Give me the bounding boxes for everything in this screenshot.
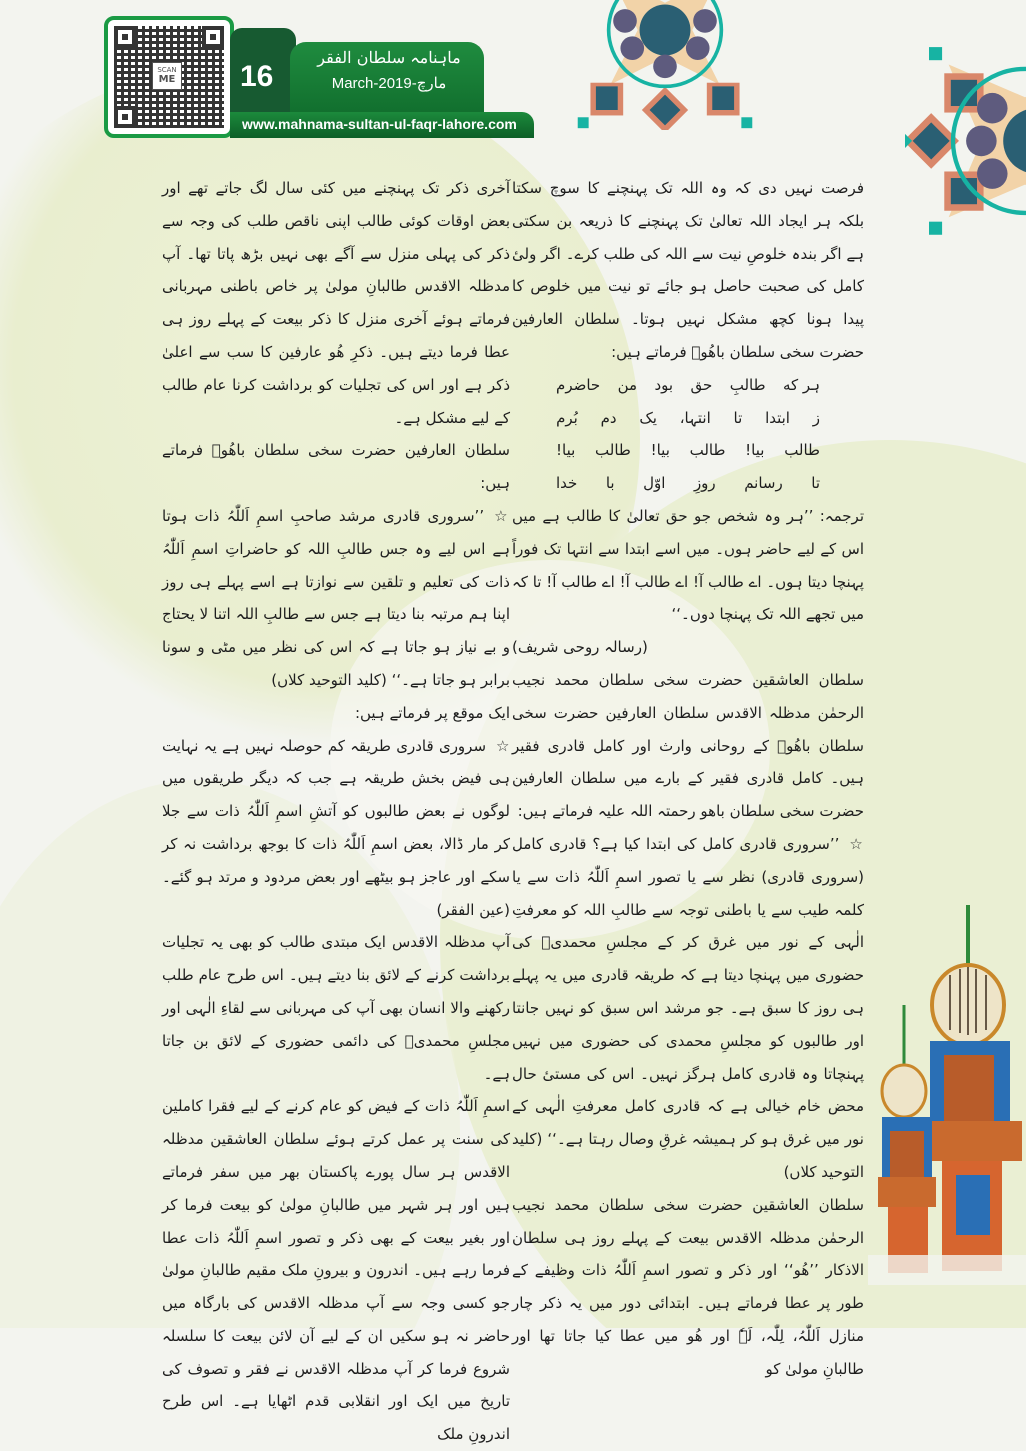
star-icon: ☆ xyxy=(496,737,510,755)
qr-me-text: ME xyxy=(153,75,181,84)
qr-pattern xyxy=(114,26,224,128)
verse-word: اوّل xyxy=(643,467,665,500)
translation: ترجمہ: ’’ہر وہ شخص جو حق تعالیٰ کا طالب ہے میں اس کے لیے حاضر ہوں۔ میں اسے ابتدا سے انتہا تک فوراً پہنچا دیتا ہوں۔ اے طالب آ! اے طالب آ! اے طالب آ! تا کہ میں تجھے اللہ تک پہنچا دوں۔‘‘ xyxy=(512,500,864,631)
masthead xyxy=(104,16,534,140)
quote-block xyxy=(162,500,510,697)
star-icon: ☆ xyxy=(494,507,510,525)
page-number: 16 xyxy=(240,60,273,94)
verse-word: دم xyxy=(601,402,617,435)
issue-date: March-2019-مارچ xyxy=(314,74,464,92)
quote-intro: ایک موقع پر فرماتے ہیں: xyxy=(162,697,510,730)
verse-word: با xyxy=(606,467,615,500)
verse-word: من xyxy=(618,369,637,402)
article-column-left xyxy=(162,172,510,1451)
paragraph: سلطان العاشقین حضرت سخی سلطان محمد نجیب الرحمٰن مدظلہ الاقدس سلطان العارفین حضرت سخی سلطان باھُوؒ کے روحانی وارث اور کامل قادری فقیر ہیں۔ کامل قادری فقیر کے بارے میں سلطان العارفین حضرت سخی سلطان باھو رحمتہ اللہ علیہ فرماتے ہیں: xyxy=(512,664,864,828)
verse-word: طالب xyxy=(595,434,631,467)
quote-text: ’’سروری قادری کامل کی ابتدا کیا ہے؟ قادری کامل (سروری قادری) نظر سے یا تصور اسمِ اَللّٰہُ ذات سے یا کلمہ طیب سے یا باطنی توجہ سے طالبِ اللہ کو معرفتِ الٰہی کے نور میں غرق کر کے مجلسِ محمدیؐ کی حضوری میں پہنچا دیتا ہے کہ طریقہ قادری میں یہ پہلے ہی روز کا سبق ہے۔ جو مرشد اس سبق کو نہیں جانتا اور طالبوں کو مجلسِ محمدی کی حضوری میں نہیں پہنچاتا وہ قادری کامل ہرگز نہیں۔ اس کی مستیٔ حال محض خام خیالی ہے کہ قادری کامل معرفتِ الٰہی کے نور میں غرق ہو کر ہمیشہ غرقِ وصال رہتا ہے۔‘‘ xyxy=(512,835,864,1148)
qr-scan-text: SCAN xyxy=(157,66,176,74)
website-link[interactable]: www.mahnama-sultan-ul-faqr-lahore.com xyxy=(242,116,532,132)
qr-finder xyxy=(114,26,136,48)
geometric-ornament-top xyxy=(555,0,775,130)
verse-word: تا xyxy=(811,467,820,500)
qr-code[interactable] xyxy=(104,16,234,138)
verse-word: روزِ xyxy=(694,467,716,500)
geometric-ornament-right xyxy=(905,10,1026,250)
citation: (کلید التوحید کلاں) xyxy=(512,1130,864,1181)
verse-line xyxy=(512,434,864,467)
verse-word: ز xyxy=(813,402,820,435)
verse-word: انتہا، xyxy=(680,402,711,435)
verse-word: ابتدا xyxy=(765,402,790,435)
quote-text: ’’سروری قادری مرشد صاحبِ اسمِ اَللّٰہُ ذات ہوتا ہے اس لیے وہ جس طالبِ اللہ کو حاضراتِ اسمِ اَللّٰہُ ذات کی تعلیم و تلقین سے نوازتا ہے اسے پہلے ہی روز اپنا ہم مرتبہ بنا دیتا ہے جس سے طالبِ اللہ اتنا لا یحتاج و بے نیاز ہو جاتا ہے کہ اس کی نظر میں مٹی و سونا برابر ہو جاتا ہے۔‘‘ xyxy=(162,507,510,689)
article-column-right xyxy=(512,172,864,1385)
star-icon: ☆ xyxy=(849,835,864,853)
verse-word: خدا xyxy=(556,467,577,500)
citation: (رسالہ روحی شریف) xyxy=(512,631,864,664)
verse-word: بیا! xyxy=(745,434,764,467)
verse-word: طالبِ xyxy=(730,369,766,402)
verse-word: بیا! xyxy=(556,434,575,467)
qr-finder xyxy=(202,26,224,48)
verse-word: بود xyxy=(654,369,673,402)
verse-word: رسانم xyxy=(744,467,783,500)
paragraph: اسمِ اَللّٰہُ ذات کے فیض کو عام کرنے کے لیے فقرا کاملین کی سنت پر عمل کرتے ہوئے سلطان العاشقین مدظلہ الاقدس ہر سال پورے پاکستان بھر میں سفر فرماتے ہیں اور ہر شہر میں طالبانِ مولیٰ کو بیعت فرما کر اور بغیر بیعت کے بھی ذکر و تصور اسمِ اَللّٰہُ ذات عطا فرما رہے ہیں۔ اندرون و بیرونِ ملک مقیم طالبانِ مولیٰ جو کسی وجہ سے آپ مدظلہ الاقدس کی بارگاہ میں حاضر نہ ہو سکیں ان کے لیے آن لائن بیعت کا سلسلہ شروع فرما کر آپ مدظلہ الاقدس نے فقر و تصوف کی تاریخ میں ایک اور انقلابی قدم اٹھایا ہے۔ اس طرح اندرونِ ملک xyxy=(162,1090,510,1451)
quote-text: سروری قادری طریقہ کم حوصلہ نہیں ہے یہ نہایت ہی فیض بخش طریقہ ہے جب کہ دیگر طریقوں میں لوگوں نے بعض طالبوں کو آتشِ اسمِ اَللّٰہُ ذات سے جلا کر مار ڈالا، بعض اسمِ اَللّٰہُ ذات کا بوجھ برداشت نہ کر سکے اور عاجز ہو بیٹھے اور بعض مردود و مرتد ہو گئے۔ xyxy=(162,737,510,886)
paragraph: سلطان العاشقین حضرت سخی سلطان محمد نجیب الرحمٰن مدظلہ الاقدس بیعت کے پہلے روز ہی سلطان الاذکار ’’ھُو‘‘ اور ذکر و تصور اسمِ اَللّٰہُ ذات وظیفے کے طور پر عطا فرماتے ہیں۔ ابتدائی دور میں یہ ذکر چار منازل اَللّٰہُ، لِلّٰہ، لَہٗ اور ھُو میں عطا کیا جاتا تھا اور طالبانِ مولیٰ کو xyxy=(512,1189,864,1386)
verse-word: حق xyxy=(691,369,713,402)
persian-verse xyxy=(512,369,864,500)
verse-word: ہر که xyxy=(783,369,820,402)
verse-word: طالب xyxy=(784,434,820,467)
citation: (عین الفقر) xyxy=(436,901,510,919)
minaret-illustration xyxy=(868,905,1026,1285)
citation: (کلید التوحید کلاں) xyxy=(271,671,387,689)
verse-word: تا xyxy=(734,402,743,435)
quote-intro: سلطان العارفین حضرت سخی سلطان باھُوؒ فرماتے ہیں: xyxy=(162,434,510,500)
qr-scan-me-label xyxy=(152,62,182,90)
paragraph: آپ مدظلہ الاقدس ایک مبتدی طالب کو بھی یہ تجلیات برداشت کرنے کے لائق بنا دیتے ہیں۔ اس طرح عام طلب رکھنے والا انسان بھی آپ کی مہربانی سے لقاءِ الٰہی اور مجلسِ محمدیؐ کی دائمی حضوری کے لائق بن جاتا ہے۔ xyxy=(162,926,510,1090)
verse-word: حاضرم xyxy=(556,369,600,402)
verse-line xyxy=(512,402,864,435)
verse-word: طالب xyxy=(690,434,726,467)
verse-word: بیا! xyxy=(651,434,670,467)
verse-line xyxy=(512,467,864,500)
qr-finder xyxy=(114,106,136,128)
verse-word: یک xyxy=(639,402,657,435)
quote-block xyxy=(162,730,510,927)
paragraph: آخری ذکر تک پہنچنے میں کئی سال لگ جاتے تھے اور بعض اوقات کوئی طالب اپنی ناقص طلب کی وجہ سے ذکر کی پہلی منزل سے آگے بھی نہیں بڑھ پاتا تھا۔ آپ مدظلہ الاقدس طالبانِ مولیٰ پر خاص باطنی مہربانی فرماتے ہوئے آخری منزل کا ذکر بیعت کے پہلے روز ہی عطا فرما دیتے ہیں۔ ذکرِ ھُو عارفین کا سب سے اعلیٰ ذکر ہے اور اس کی تجلیات کو برداشت کرنا عام طالب کے لیے مشکل ہے۔ xyxy=(162,172,510,434)
quote-block xyxy=(512,828,864,1189)
verse-line xyxy=(512,369,864,402)
verse-word: بُرم xyxy=(556,402,578,435)
paragraph: فرصت نہیں دی کہ وہ اللہ تک پہنچنے کا سوچ سکتا بلکہ ہر ایجاد اللہ تعالیٰ تک پہنچنے کا ذریعہ بن سکتی ہے اگر بندہ خلوصِ نیت سے اللہ کی طلب کرے۔ اگر ولیٔ کامل کی صحبت حاصل ہو جائے تو نیت میں خلوص کا پیدا ہونا کچھ مشکل نہیں ہوتا۔ سلطان العارفین حضرت سخی سلطان باھُوؒ فرماتے ہیں: xyxy=(512,172,864,369)
magazine-title: ماہنامہ سلطان الفقر xyxy=(314,48,464,67)
